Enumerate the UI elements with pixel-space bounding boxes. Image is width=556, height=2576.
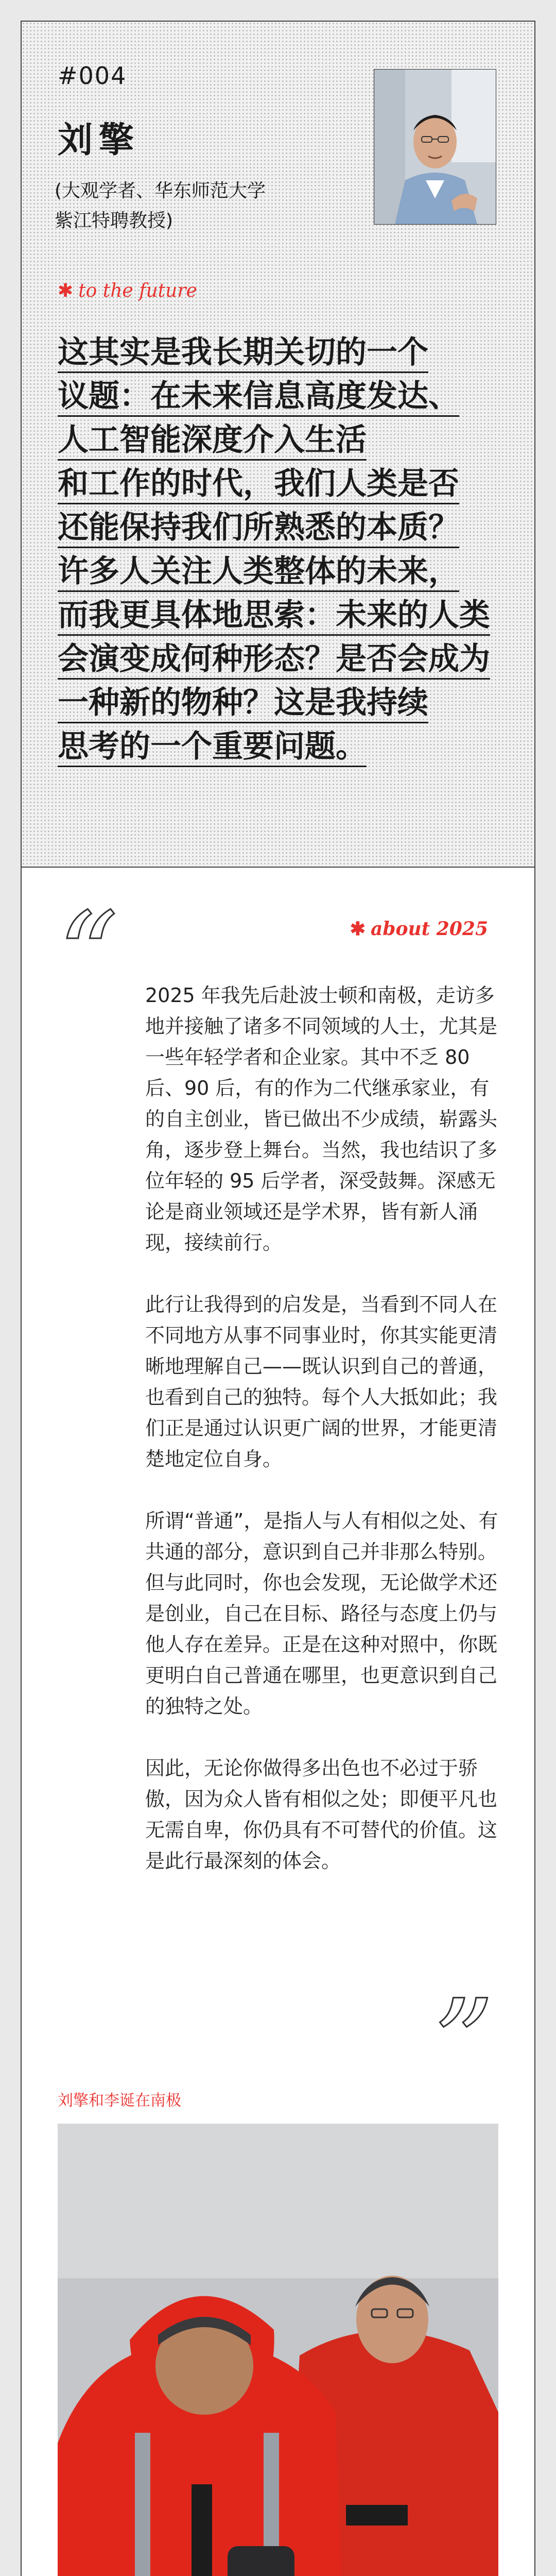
body-paragraph: 2025 年我先后赴波士顿和南极，走访多地并接触了诸多不同领域的人士，尤其是一些年轻学者和企业家。其中不乏 80 后、90 后，有的作为二代继承家业，有的自主创业，皆已做出不少成绩，崭露头角，逐步登上舞台。当然，我也结识了多位年轻的 95 后学者，深受鼓舞。深感无论是商业领域还是学术界，皆有新人涌现，接续前行。 — [145, 984, 498, 1254]
lead-line: 还能保持我们所熟悉的本质？ — [58, 506, 521, 550]
lead-line: 议题：在未来信息高度发达、 — [58, 375, 521, 418]
author-title — [55, 176, 343, 236]
about-tag-label: about 2025 — [370, 918, 488, 940]
lead-line: 和工作的时代，我们人类是否 — [58, 462, 521, 506]
lead-line: 而我更具体地思索：未来的人类 — [58, 594, 521, 637]
lead-line: 许多人关注人类整体的未来， — [58, 550, 521, 594]
header-section — [22, 22, 534, 868]
portrait-image — [374, 70, 496, 224]
photo-caption: 刘擎和李诞在南极 — [58, 2092, 181, 2110]
lead-line: 人工智能深度介入生活 — [58, 418, 521, 462]
star-icon: ✱ — [350, 918, 366, 940]
issue-number: #004 — [58, 62, 127, 90]
author-portrait — [374, 69, 496, 225]
star-icon: ✱ — [58, 280, 74, 301]
body-paragraph: 因此，无论你做得多出色也不必过于骄傲，因为众人皆有相似之处；即便平凡也无需自卑，你仍具有不可替代的价值。这是此行最深刻的体会。 — [145, 1757, 498, 1872]
close-quote-icon: ” — [433, 1975, 494, 2112]
lead-quote — [58, 331, 521, 769]
author-title-line: 紫江特聘教授) — [55, 210, 173, 231]
article-body — [145, 980, 500, 1907]
open-quote-icon: “ — [58, 888, 118, 1025]
antarctica-photo — [58, 2124, 498, 2576]
future-tag — [58, 280, 197, 301]
about-tag — [350, 918, 488, 940]
lead-line: 一种新的物种？这是我持续 — [58, 681, 521, 725]
author-name: 刘擎 — [58, 120, 141, 161]
body-paragraph: 此行让我得到的启发是，当看到不同人在不同地方从事不同事业时，你其实能更清晰地理解自己——既认识到自己的普通，也看到自己的独特。每个人大抵如此；我们正是通过认识更广阔的世界，才能更清楚地定位自身。 — [145, 1293, 498, 1470]
lead-line: 思考的一个重要问题。 — [58, 725, 521, 769]
lead-line: 会演变成何种形态？是否会成为 — [58, 637, 521, 681]
body-paragraph: 所谓“普通”，是指人与人有相似之处、有共通的部分，意识到自己并非那么特别。但与此同时，你也会发现，无论做学术还是创业，自己在目标、路径与态度上仍与他人存在差异。正是在这种对照中，你既更明白自己普通在哪里，也更意识到自己的独特之处。 — [145, 1510, 498, 1718]
future-tag-label: to the future — [78, 280, 197, 301]
lead-line: 这其实是我长期关切的一个 — [58, 331, 521, 375]
author-title-line: (大观学者、华东师范大学 — [55, 180, 266, 201]
photo-image — [58, 2124, 498, 2576]
article-card — [21, 21, 535, 2576]
